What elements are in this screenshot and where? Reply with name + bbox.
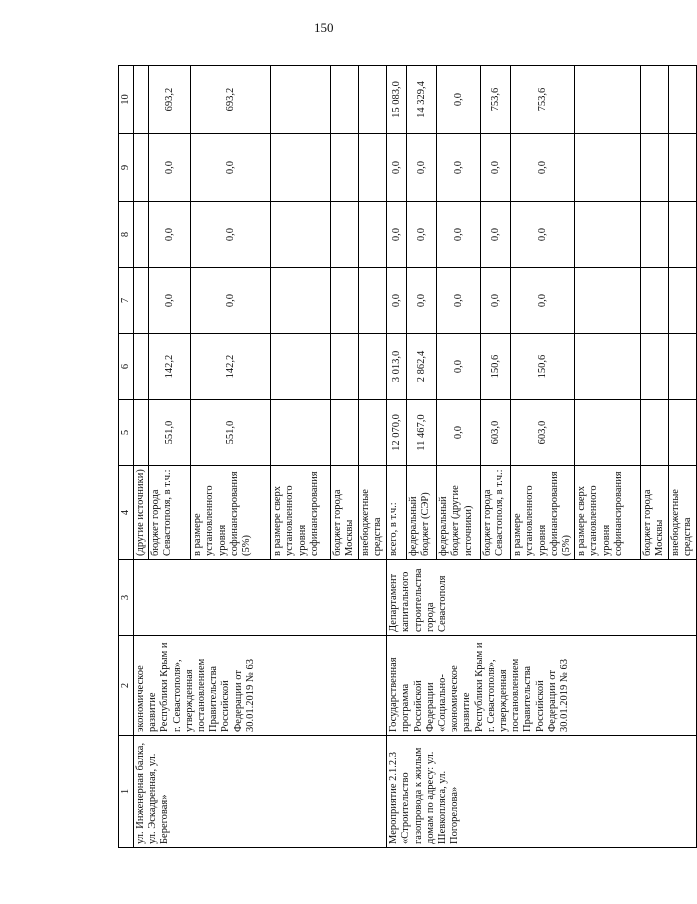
value-cell: 603,0 (511, 400, 575, 466)
executor-cell (134, 560, 387, 636)
header-row (119, 66, 134, 848)
value-cell: 0,0 (387, 268, 407, 334)
value-cell: 142,2 (149, 334, 191, 400)
value-cell (669, 134, 697, 202)
value-cell (134, 134, 149, 202)
value-cell: 0,0 (191, 268, 271, 334)
value-cell (669, 66, 697, 134)
value-cell: 0,0 (191, 134, 271, 202)
value-cell (134, 400, 149, 466)
value-cell: 0,0 (481, 268, 511, 334)
value-cell (575, 202, 641, 268)
value-cell (134, 202, 149, 268)
program-name-cell: экономическое развитие Республики Крым и г. Севастополя», утвержденная постановлением Правительства Российской Федерации от 30.01.2019 № 63 (134, 636, 387, 736)
value-cell: 0,0 (191, 202, 271, 268)
col-header: 1 (119, 736, 134, 848)
value-cell: 2 862,4 (407, 334, 437, 400)
value-cell (641, 134, 669, 202)
value-cell (271, 334, 331, 400)
value-cell (641, 66, 669, 134)
funding-source-cell: в размере установленного уровня софинансирования (5%) (191, 466, 271, 560)
value-cell (669, 334, 697, 400)
value-cell (575, 268, 641, 334)
value-cell: 0,0 (407, 134, 437, 202)
value-cell: 0,0 (149, 202, 191, 268)
value-cell (134, 66, 149, 134)
funding-source-cell: бюджет города Севастополя, в т.ч.: (149, 466, 191, 560)
value-cell (359, 334, 387, 400)
funding-source-cell: внебюджетные средства (669, 466, 697, 560)
table-row (134, 66, 149, 848)
value-cell: 0,0 (407, 202, 437, 268)
value-cell (331, 400, 359, 466)
value-cell (134, 268, 149, 334)
funding-source-cell: бюджет города Москвы (331, 466, 359, 560)
value-cell (331, 134, 359, 202)
value-cell: 693,2 (191, 66, 271, 134)
value-cell (669, 268, 697, 334)
value-cell (331, 66, 359, 134)
value-cell: 0,0 (437, 202, 481, 268)
value-cell (359, 400, 387, 466)
value-cell: 0,0 (437, 268, 481, 334)
value-cell (575, 134, 641, 202)
funding-source-cell: бюджет города Севастополя, в т.ч.: (481, 466, 511, 560)
value-cell (359, 66, 387, 134)
funding-source-cell: федеральный бюджет (СЭР) (407, 466, 437, 560)
value-cell: 753,6 (511, 66, 575, 134)
value-cell (271, 134, 331, 202)
value-cell: 11 467,0 (407, 400, 437, 466)
value-cell (271, 66, 331, 134)
value-cell (575, 334, 641, 400)
value-cell: 603,0 (481, 400, 511, 466)
col-header: 8 (119, 202, 134, 268)
table-row (387, 66, 407, 848)
value-cell (271, 202, 331, 268)
value-cell: 0,0 (149, 134, 191, 202)
col-header: 2 (119, 636, 134, 736)
value-cell (641, 334, 669, 400)
value-cell: 0,0 (511, 268, 575, 334)
value-cell: 551,0 (149, 400, 191, 466)
col-header: 3 (119, 560, 134, 636)
funding-source-cell: бюджет города Москвы (641, 466, 669, 560)
executor-cell: Департамент капитального строительства города Севастополя (387, 560, 697, 636)
program-measure-cell: ул. Инженерная балка, ул. Эскадренная, ул. Береговая» (134, 736, 387, 848)
col-header: 10 (119, 66, 134, 134)
value-cell: 0,0 (437, 66, 481, 134)
funding-source-cell: всего, в т.ч.: (387, 466, 407, 560)
value-cell (641, 400, 669, 466)
col-header: 4 (119, 466, 134, 560)
value-cell: 150,6 (511, 334, 575, 400)
funding-source-cell: внебюджетные средства (359, 466, 387, 560)
value-cell: 0,0 (511, 134, 575, 202)
value-cell (641, 268, 669, 334)
col-header: 5 (119, 400, 134, 466)
value-cell: 0,0 (437, 134, 481, 202)
funding-source-cell: в размере установленного уровня софинансирования (5%) (511, 466, 575, 560)
value-cell: 0,0 (481, 134, 511, 202)
value-cell (331, 202, 359, 268)
value-cell: 0,0 (437, 334, 481, 400)
value-cell (359, 268, 387, 334)
value-cell: 0,0 (407, 268, 437, 334)
value-cell (359, 202, 387, 268)
value-cell: 0,0 (387, 134, 407, 202)
program-measure-cell: Мероприятие 2.1.2.3 «Строительство газопровода к жилым домам по адресу: ул. Шевкопляса, ул. Погорелова» (387, 736, 697, 848)
value-cell: 12 070,0 (387, 400, 407, 466)
value-cell: 693,2 (149, 66, 191, 134)
value-cell: 14 329,4 (407, 66, 437, 134)
col-header: 7 (119, 268, 134, 334)
value-cell: 0,0 (481, 202, 511, 268)
funding-source-cell: (другие источники) (134, 466, 149, 560)
funding-source-cell: в размере сверх установленного уровня софинансирования (271, 466, 331, 560)
value-cell: 0,0 (149, 268, 191, 334)
value-cell (331, 334, 359, 400)
value-cell: 0,0 (387, 202, 407, 268)
value-cell (271, 400, 331, 466)
value-cell (669, 400, 697, 466)
page-number: 150 (314, 20, 334, 35)
value-cell (359, 134, 387, 202)
value-cell (575, 66, 641, 134)
value-cell (271, 268, 331, 334)
value-cell: 551,0 (191, 400, 271, 466)
col-header: 9 (119, 134, 134, 202)
value-cell (331, 268, 359, 334)
value-cell: 0,0 (437, 400, 481, 466)
value-cell (134, 334, 149, 400)
value-cell (575, 400, 641, 466)
program-name-cell: Государственная программа Российской Федерации «Социально-экономическое развитие Республики Крым и г. Севастополя», утвержденная постановлением Правительства Российской Федерации от 30.01.2019 № 63 (387, 636, 697, 736)
value-cell: 3 013,0 (387, 334, 407, 400)
value-cell: 150,6 (481, 334, 511, 400)
value-cell: 753,6 (481, 66, 511, 134)
value-cell: 0,0 (511, 202, 575, 268)
value-cell: 15 083,0 (387, 66, 407, 134)
value-cell: 142,2 (191, 334, 271, 400)
col-header: 6 (119, 334, 134, 400)
budget-table (118, 65, 697, 848)
rotated-table-container (118, 66, 694, 848)
funding-source-cell: в размере сверх установленного уровня софинансирования (575, 466, 641, 560)
value-cell (641, 202, 669, 268)
funding-source-cell: федеральный бюджет (другие источники) (437, 466, 481, 560)
value-cell (669, 202, 697, 268)
